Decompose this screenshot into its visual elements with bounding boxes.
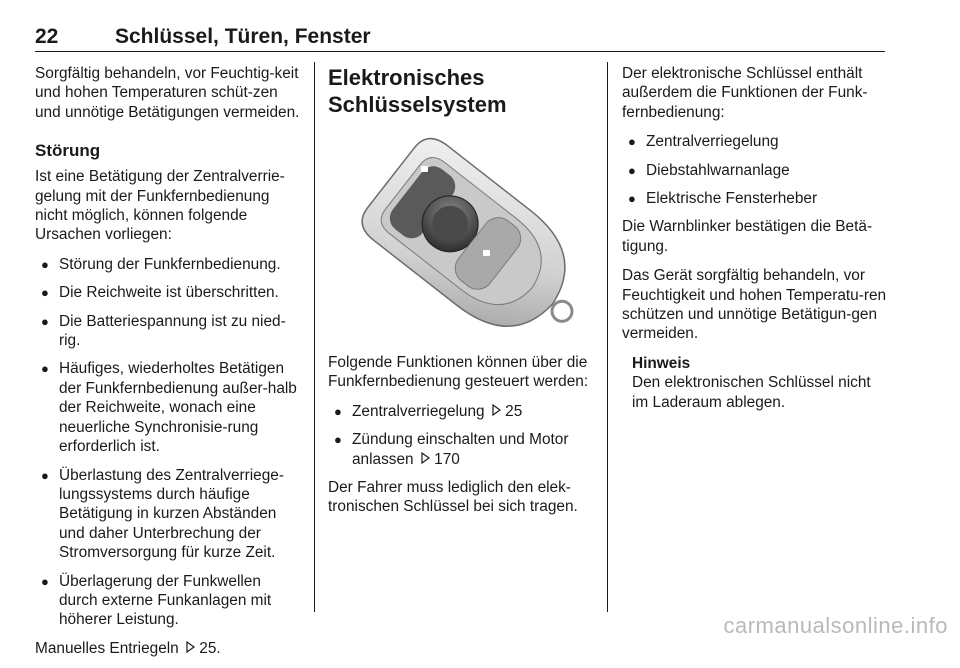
intro-paragraph: Sorgfältig behandeln, vor Feuchtig-keit und hohen Temperaturen schüt-zen und unnötige Betätigungen vermeiden. xyxy=(35,65,300,121)
functions-list xyxy=(328,402,591,469)
electronic-key-image xyxy=(328,130,591,335)
list-item: ● Häufiges, wiederholtes Betätigen der Funkfernbedienung außer-halb der Reichweite, wonach eine neuerliche Synchronisie-rung erforderlich ist. xyxy=(35,359,303,456)
note-text: Den elektronischen Schlüssel nicht im Laderaum ablegen. xyxy=(632,374,871,411)
list-item: ● Die Reichweite ist überschritten. xyxy=(35,283,303,302)
list-item: ● Zentralverriegelung xyxy=(622,132,888,151)
functions-paragraph: Folgende Funktionen können über die Funkfernbedienung gesteuert werden: xyxy=(328,354,589,391)
list-item: ● Überlagerung der Funkwellen durch externe Funkanlagen mit höherer Leistung. xyxy=(35,572,303,630)
manual-unlock-text: Manuelles Entriegeln xyxy=(35,639,179,657)
fault-list xyxy=(35,255,303,630)
column-3 xyxy=(622,64,888,412)
key-functions-paragraph: Der elektronische Schlüssel enthält außerdem die Funktionen der Funk-fernbedienung: xyxy=(622,65,868,121)
page-link-170[interactable]: 170 xyxy=(434,450,460,468)
fault-paragraph: Ist eine Betätigung der Zentralverrie-gelung mit der Funkfernbedienung nicht möglich, können folgende Ursachen vorliegen: xyxy=(35,168,285,244)
list-item-text: Zentralverriegelung xyxy=(352,402,485,420)
list-item: ● Störung der Funkfernbedienung. xyxy=(35,255,303,274)
list-item: ● Überlastung des Zentralverriege-lungssystems durch häufige Betätigung in kurzen Abständen und daher Unterbrechung der Stromversorgung für kurze Zeit. xyxy=(35,466,303,563)
care-paragraph: Das Gerät sorgfältig behandeln, vor Feuchtigkeit und hohen Temperatu-ren schützen und unnötige Betätigun-gen vermeiden. xyxy=(622,267,887,343)
list-item xyxy=(328,402,591,421)
page-link-25[interactable]: 25. xyxy=(199,639,221,657)
list-item-text: Zündung einschalten und Motor anlassen xyxy=(352,431,569,468)
arrow-triangle-icon xyxy=(492,402,501,421)
list-item xyxy=(328,430,591,469)
column-divider xyxy=(607,62,608,612)
watermark: carmanualsonline.info xyxy=(723,613,948,638)
page-link-25[interactable]: 25 xyxy=(505,402,523,420)
column-1 xyxy=(35,64,303,668)
page-number: 22 xyxy=(35,25,59,48)
section-heading-electronic-key: Elektronisches Schlüsselsystem xyxy=(328,65,507,117)
page-header xyxy=(35,25,885,52)
column-divider xyxy=(314,62,315,612)
page-title: Schlüssel, Türen, Fenster xyxy=(115,25,371,48)
note-title: Hinweis xyxy=(632,354,691,372)
section-heading-stoerung: Störung xyxy=(35,141,101,161)
list-item: ● Diebstahlwarnanlage xyxy=(622,161,888,180)
list-item: ● Elektrische Fensterheber xyxy=(622,189,888,208)
note-box xyxy=(622,354,888,412)
hazard-lights-paragraph: Die Warnblinker bestätigen die Betä-tigung. xyxy=(622,218,873,255)
driver-paragraph: Der Fahrer muss lediglich den elek-tronischen Schlüssel bei sich tragen. xyxy=(328,479,578,516)
column-2 xyxy=(328,64,591,527)
list-item: ● Die Batteriespannung ist zu nied-rig. xyxy=(35,312,303,351)
arrow-triangle-icon xyxy=(421,450,430,469)
key-functions-list xyxy=(622,132,888,208)
